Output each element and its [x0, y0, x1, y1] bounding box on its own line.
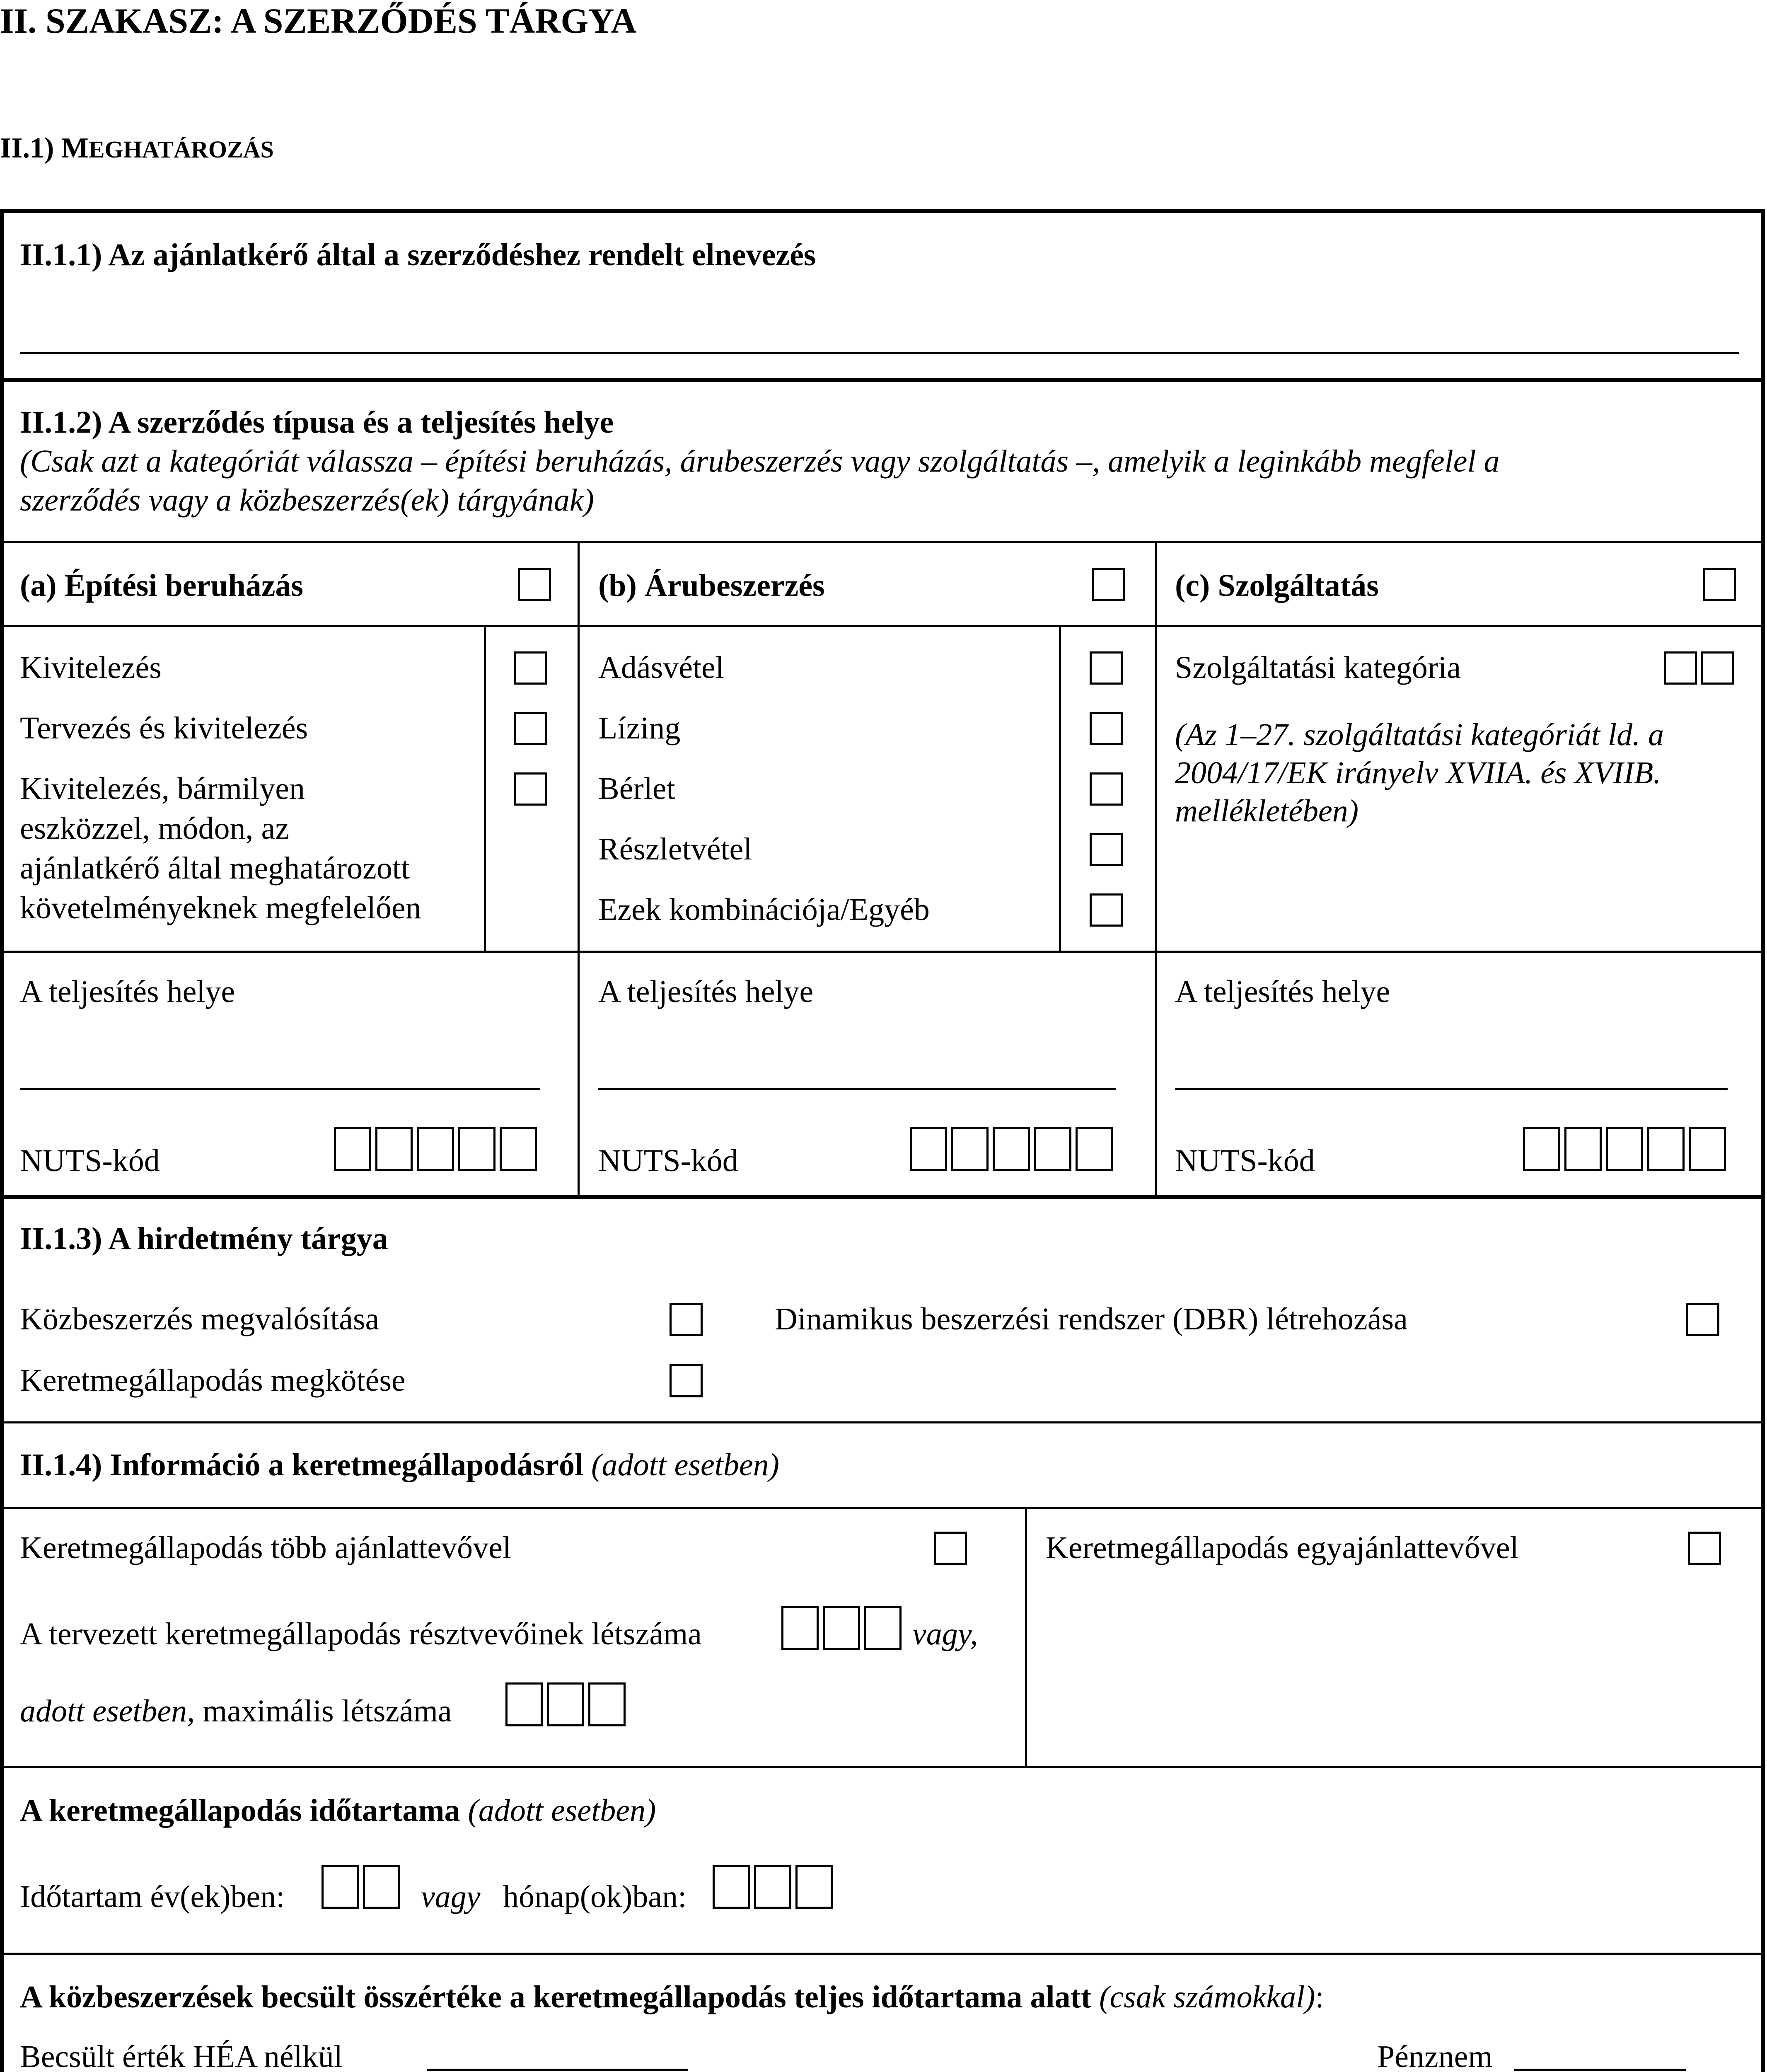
nuts-label-a: NUTS-kód: [20, 1143, 160, 1178]
s114-duration-months-label: hónap(ok)ban:: [503, 1879, 687, 1914]
col-b-item-3: Bérlet: [598, 771, 675, 806]
col-a-item-3-line3: ajánlatkérő által meghatározott: [20, 851, 410, 886]
nuts-label-c: NUTS-kód: [1175, 1143, 1315, 1178]
s111-answer-line[interactable]: [20, 352, 1739, 354]
place-label-b: A teljesítés helye: [598, 974, 814, 1009]
col-b-item-4: Részletvétel: [598, 832, 752, 867]
s113-opt1: Közbeszerzés megvalósítása: [20, 1302, 380, 1336]
s114-single-checkbox[interactable]: [1688, 1532, 1721, 1565]
participants-box-2[interactable]: [823, 1606, 860, 1650]
col-c-item: Szolgáltatási kategória: [1175, 650, 1461, 685]
col-a-checkbox[interactable]: [518, 568, 551, 601]
s114-single: Keretmegállapodás egyajánlattevővel: [1046, 1530, 1519, 1565]
col-b-item-5: Ezek kombinációja/Egyéb: [598, 892, 930, 927]
col-c-checkbox[interactable]: [1703, 568, 1736, 601]
nuts-a-box-1[interactable]: [334, 1127, 371, 1171]
participants-box-3[interactable]: [864, 1606, 902, 1650]
col-a-item-3-line4: követelményeknek megfelelően: [20, 891, 421, 925]
col-b-item-1-checkbox[interactable]: [1090, 651, 1123, 685]
s114-or2: vagy: [421, 1879, 481, 1914]
col-b-item-2-checkbox[interactable]: [1090, 712, 1123, 745]
max-box-3[interactable]: [588, 1682, 626, 1726]
nuts-c-box-4[interactable]: [1647, 1127, 1685, 1171]
col-a-item-1: Kivitelezés: [20, 650, 162, 685]
col-b-checkbox[interactable]: [1092, 568, 1125, 601]
place-line-c[interactable]: [1175, 1088, 1728, 1090]
col-a-heading: (a) Építési beruházás: [20, 568, 303, 603]
col-a-item-3-line2: eszközzel, módon, az: [20, 811, 289, 846]
col-b-item-1: Adásvétel: [598, 650, 724, 685]
months-box-3[interactable]: [795, 1865, 833, 1909]
s114-max-line: adott esetben, maximális létszáma: [20, 1694, 452, 1728]
col-a-item-3-line1: Kivitelezés, bármilyen: [20, 771, 305, 806]
col-b-item-4-checkbox[interactable]: [1090, 833, 1123, 866]
nuts-b-box-2[interactable]: [951, 1127, 989, 1171]
nuts-c-box-2[interactable]: [1564, 1127, 1602, 1171]
s113-title: II.1.3) A hirdetmény tárgya: [20, 1221, 388, 1256]
place-label-a: A teljesítés helye: [20, 974, 235, 1009]
s114-title: II.1.4) Információ a keretmegállapodásról (adott esetben): [20, 1447, 779, 1482]
place-line-b[interactable]: [598, 1088, 1116, 1090]
service-category-digit-1[interactable]: [1664, 651, 1697, 685]
place-label-c: A teljesítés helye: [1175, 974, 1390, 1009]
months-box-1[interactable]: [713, 1865, 750, 1909]
s114-multi-checkbox[interactable]: [934, 1532, 967, 1565]
place-line-a[interactable]: [20, 1088, 540, 1090]
s114-duration-title: A keretmegállapodás időtartama (adott esetben): [20, 1793, 656, 1828]
s114-multi: Keretmegállapodás több ajánlattevővel: [20, 1530, 511, 1565]
months-box-2[interactable]: [754, 1865, 791, 1909]
est-value-label: Becsült érték HÉA nélkül: [20, 2039, 343, 2072]
col-c-note-line2: 2004/17/EK irányelv XVIIA. és XVIIB.: [1175, 755, 1661, 790]
col-b-item-3-checkbox[interactable]: [1090, 772, 1123, 806]
col-a-item-2: Tervezés és kivitelezés: [20, 711, 308, 746]
max-box-2[interactable]: [547, 1682, 584, 1726]
currency-line-1[interactable]: [1514, 2069, 1686, 2071]
s113-opt2: Dinamikus beszerzési rendszer (DBR) létrehozása: [775, 1302, 1408, 1336]
col-c-heading: (c) Szolgáltatás: [1175, 568, 1379, 603]
s112-note-line2: szerződés vagy a közbeszerzés(ek) tárgyának): [20, 483, 594, 518]
s111-title: II.1.1) Az ajánlatkérő által a szerződéshez rendelt elnevezés: [20, 237, 816, 272]
subsection-title: II.1) MEGHATÁROZÁS: [0, 132, 274, 164]
years-box-2[interactable]: [363, 1865, 400, 1909]
col-b-item-2: Lízing: [598, 711, 681, 746]
section-title: II. SZAKASZ: A SZERZŐDÉS TÁRGYA: [0, 1, 637, 41]
s113-opt3: Keretmegállapodás megkötése: [20, 1363, 406, 1398]
service-category-digit-2[interactable]: [1701, 651, 1734, 685]
years-box-1[interactable]: [321, 1865, 359, 1909]
s113-opt2-checkbox[interactable]: [1686, 1303, 1719, 1336]
nuts-c-box-3[interactable]: [1606, 1127, 1643, 1171]
nuts-c-box-5[interactable]: [1689, 1127, 1726, 1171]
nuts-b-box-1[interactable]: [910, 1127, 947, 1171]
est-value-line[interactable]: [427, 2069, 688, 2071]
col-a-item-1-checkbox[interactable]: [514, 651, 547, 685]
col-b-item-5-checkbox[interactable]: [1090, 893, 1123, 927]
nuts-b-box-5[interactable]: [1076, 1127, 1113, 1171]
nuts-label-b: NUTS-kód: [598, 1143, 738, 1178]
s113-opt1-checkbox[interactable]: [670, 1303, 703, 1336]
nuts-a-box-5[interactable]: [500, 1127, 537, 1171]
nuts-b-box-4[interactable]: [1034, 1127, 1071, 1171]
nuts-a-box-3[interactable]: [417, 1127, 454, 1171]
max-box-1[interactable]: [505, 1682, 543, 1726]
s114-duration-years-label: Időtartam év(ek)ben:: [20, 1879, 285, 1914]
nuts-c-box-1[interactable]: [1523, 1127, 1560, 1171]
s112-note-line1: (Csak azt a kategóriát válassza – építési beruházás, árubeszerzés vagy szolgáltatás –, amelyik a leginkább megfelel a: [20, 444, 1500, 479]
s114-value-title: A közbeszerzések becsült összértéke a keretmegállapodás teljes időtartama alatt (csak számokkal):: [20, 1980, 1324, 2014]
s114-or: vagy,: [912, 1617, 978, 1651]
s114-participants: A tervezett keretmegállapodás résztvevőinek létszáma: [20, 1617, 702, 1651]
col-a-item-2-checkbox[interactable]: [514, 712, 547, 745]
col-b-heading: (b) Árubeszerzés: [598, 568, 825, 603]
currency-label-1: Pénznem: [1377, 2039, 1493, 2072]
col-c-note-line1: (Az 1–27. szolgáltatási kategóriát ld. a: [1175, 717, 1664, 752]
nuts-a-box-4[interactable]: [458, 1127, 496, 1171]
s113-opt3-checkbox[interactable]: [670, 1364, 703, 1397]
nuts-b-box-3[interactable]: [993, 1127, 1030, 1171]
participants-box-1[interactable]: [781, 1606, 819, 1650]
col-c-note-line3: mellékletében): [1175, 794, 1359, 828]
nuts-a-box-2[interactable]: [375, 1127, 413, 1171]
col-a-item-3-checkbox[interactable]: [514, 772, 547, 806]
s112-title: II.1.2) A szerződés típusa és a teljesítés helye: [20, 405, 614, 440]
